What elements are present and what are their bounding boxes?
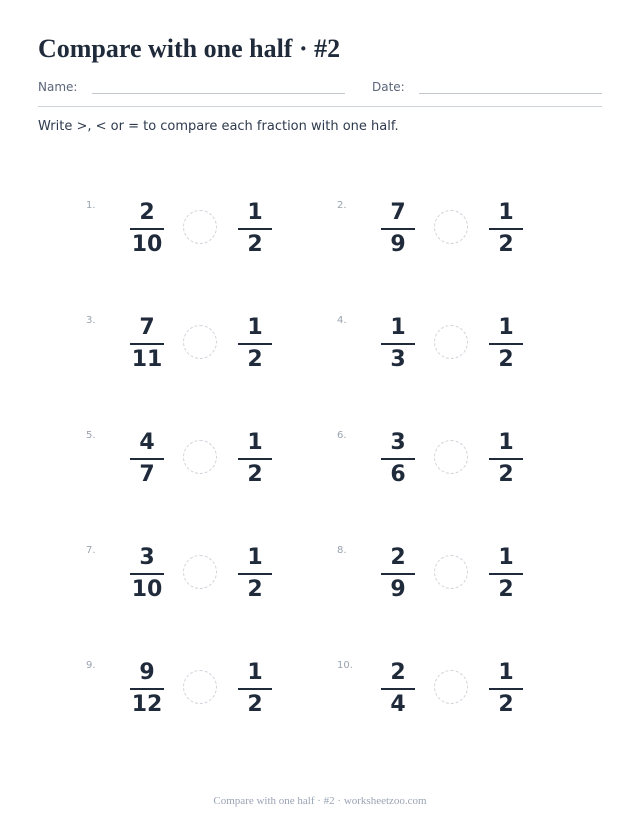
denominator: 10	[131, 577, 163, 602]
numerator: 1	[498, 660, 514, 685]
numerator: 1	[498, 315, 514, 340]
denominator: 10	[131, 232, 163, 257]
fraction-right	[235, 315, 275, 373]
footer: Compare with one half · #2 · worksheetzoo.com	[213, 795, 427, 807]
problem-number: 3.	[86, 315, 96, 326]
fraction-bar	[130, 458, 164, 460]
problem-item	[86, 200, 336, 280]
denominator: 2	[247, 347, 263, 372]
answer-circle[interactable]	[434, 670, 468, 704]
answer-circle[interactable]	[434, 210, 468, 244]
numerator: 3	[139, 545, 155, 570]
problem-number: 6.	[337, 430, 347, 441]
denominator: 2	[498, 692, 514, 717]
answer-circle[interactable]	[183, 555, 217, 589]
problem-number: 8.	[337, 545, 347, 556]
numerator: 1	[247, 430, 263, 455]
problem-item	[337, 200, 587, 280]
fraction-left	[378, 430, 418, 488]
fraction-right	[235, 200, 275, 258]
numerator: 1	[498, 545, 514, 570]
page-title: Compare with one half · #2	[38, 34, 341, 63]
fraction-left	[378, 200, 418, 258]
name-field[interactable]	[92, 93, 345, 94]
numerator: 1	[498, 430, 514, 455]
numerator: 2	[390, 545, 406, 570]
fraction-bar	[130, 573, 164, 575]
fraction-bar	[238, 573, 272, 575]
problem-item	[337, 660, 587, 740]
problem-number: 9.	[86, 660, 96, 671]
problem-item	[86, 545, 336, 625]
problem-number: 5.	[86, 430, 96, 441]
numerator: 1	[247, 660, 263, 685]
denominator: 12	[131, 692, 163, 717]
fraction-bar	[381, 688, 415, 690]
header-divider	[38, 106, 602, 107]
answer-circle[interactable]	[183, 670, 217, 704]
problem-number: 7.	[86, 545, 96, 556]
fraction-bar	[489, 343, 523, 345]
problem-number: 4.	[337, 315, 347, 326]
answer-circle[interactable]	[434, 555, 468, 589]
denominator: 6	[390, 462, 406, 487]
numerator: 1	[498, 200, 514, 225]
problem-item	[86, 660, 336, 740]
fraction-left	[378, 315, 418, 373]
denominator: 2	[498, 232, 514, 257]
numerator: 7	[390, 200, 406, 225]
fraction-bar	[238, 688, 272, 690]
numerator: 7	[139, 315, 155, 340]
numerator: 9	[139, 660, 155, 685]
answer-circle[interactable]	[183, 440, 217, 474]
answer-circle[interactable]	[434, 440, 468, 474]
fraction-right	[235, 660, 275, 718]
denominator: 2	[247, 462, 263, 487]
numerator: 2	[139, 200, 155, 225]
denominator: 11	[131, 347, 163, 372]
numerator: 1	[247, 200, 263, 225]
fraction-right	[486, 430, 526, 488]
fraction-left	[127, 430, 167, 488]
name-label: Name:	[38, 80, 78, 94]
fraction-right	[235, 545, 275, 603]
date-label: Date:	[372, 80, 405, 94]
problem-number: 1.	[86, 200, 96, 211]
fraction-bar	[489, 573, 523, 575]
denominator: 2	[498, 347, 514, 372]
fraction-bar	[238, 458, 272, 460]
denominator: 2	[498, 462, 514, 487]
numerator: 1	[247, 315, 263, 340]
fraction-right	[486, 200, 526, 258]
fraction-left	[127, 660, 167, 718]
answer-circle[interactable]	[434, 325, 468, 359]
fraction-bar	[381, 343, 415, 345]
problem-item	[337, 545, 587, 625]
fraction-right	[486, 545, 526, 603]
problem-item	[337, 315, 587, 395]
answer-circle[interactable]	[183, 325, 217, 359]
fraction-bar	[238, 228, 272, 230]
fraction-left	[378, 545, 418, 603]
fraction-left	[127, 545, 167, 603]
denominator: 4	[390, 692, 406, 717]
denominator: 9	[390, 232, 406, 257]
fraction-bar	[381, 573, 415, 575]
problem-item	[337, 430, 587, 510]
numerator: 3	[390, 430, 406, 455]
problem-item	[86, 430, 336, 510]
fraction-bar	[130, 688, 164, 690]
fraction-bar	[238, 343, 272, 345]
denominator: 2	[247, 692, 263, 717]
denominator: 2	[247, 577, 263, 602]
fraction-right	[486, 660, 526, 718]
fraction-bar	[489, 688, 523, 690]
denominator: 3	[390, 347, 406, 372]
fraction-right	[486, 315, 526, 373]
fraction-left	[127, 200, 167, 258]
fraction-bar	[489, 458, 523, 460]
numerator: 1	[247, 545, 263, 570]
denominator: 9	[390, 577, 406, 602]
numerator: 2	[390, 660, 406, 685]
denominator: 7	[139, 462, 155, 487]
fraction-bar	[489, 228, 523, 230]
date-field[interactable]	[419, 93, 602, 94]
problem-item	[86, 315, 336, 395]
numerator: 1	[390, 315, 406, 340]
fraction-bar	[130, 228, 164, 230]
fraction-left	[127, 315, 167, 373]
problem-number: 2.	[337, 200, 347, 211]
numerator: 4	[139, 430, 155, 455]
fraction-right	[235, 430, 275, 488]
answer-circle[interactable]	[183, 210, 217, 244]
problem-number: 10.	[337, 660, 353, 671]
denominator: 2	[247, 232, 263, 257]
fraction-left	[378, 660, 418, 718]
fraction-bar	[130, 343, 164, 345]
fraction-bar	[381, 458, 415, 460]
instructions: Write >, < or = to compare each fraction with one half.	[38, 119, 399, 134]
fraction-bar	[381, 228, 415, 230]
denominator: 2	[498, 577, 514, 602]
